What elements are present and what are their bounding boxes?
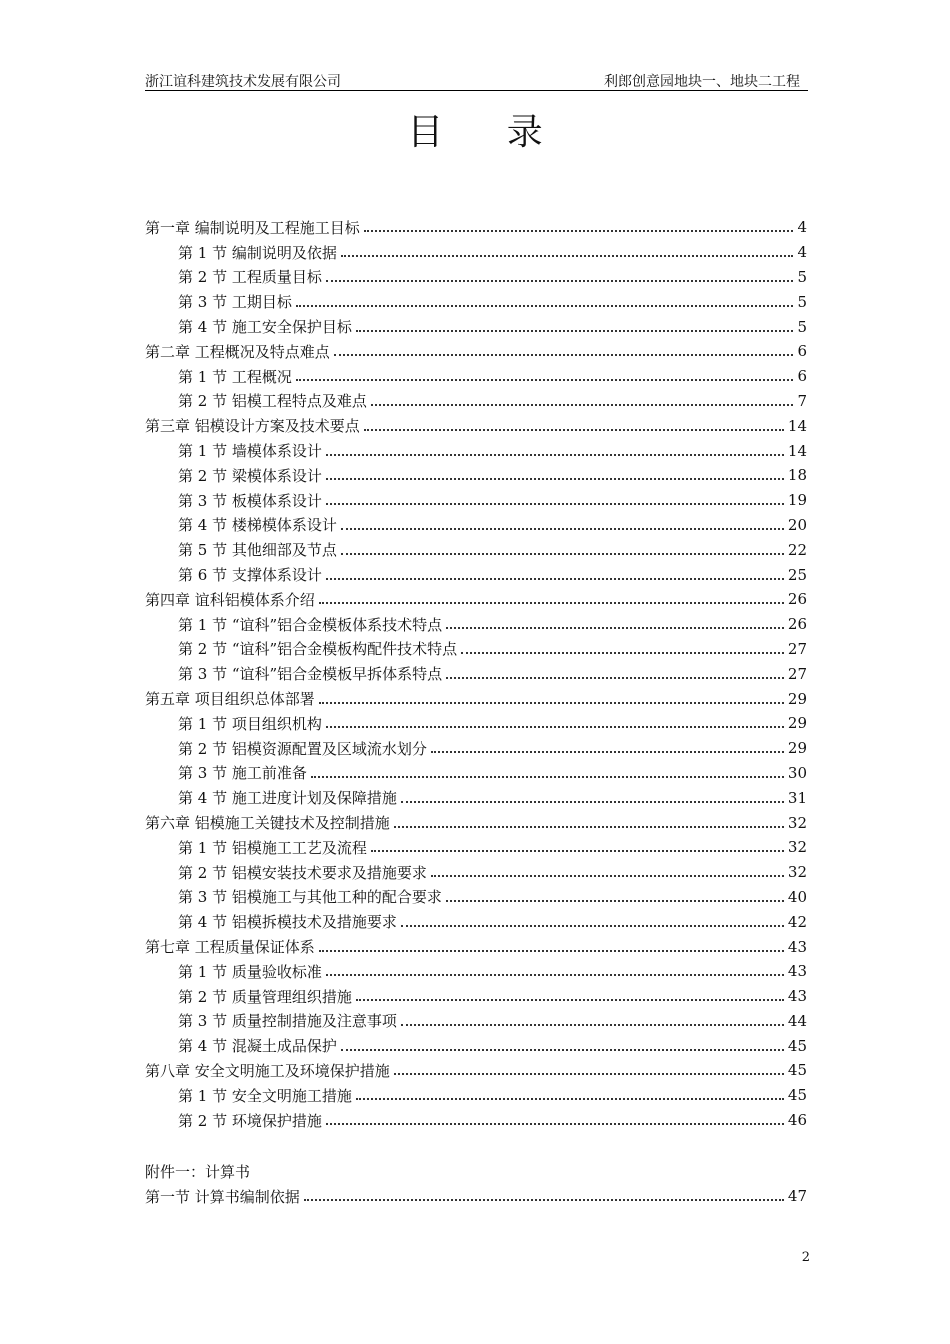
dot-leader (356, 999, 784, 1001)
toc-entry-page: 27 (787, 639, 807, 658)
toc-entry-section[interactable] (145, 984, 807, 1009)
dot-leader (319, 950, 784, 952)
dot-leader (326, 503, 784, 505)
toc-entry-page: 19 (787, 491, 807, 510)
toc-entry-section[interactable] (145, 637, 807, 662)
dot-leader (446, 627, 784, 629)
toc-entry-label: 第 5 节 其他细部及节点 (178, 541, 337, 560)
toc-entry-page: 40 (787, 887, 807, 906)
toc-entry-page: 26 (787, 590, 807, 609)
dot-leader (311, 776, 784, 778)
toc-entry-section[interactable] (145, 661, 807, 686)
toc-entry-label: 第 1 节 质量验收标准 (178, 962, 322, 981)
dot-leader (326, 280, 793, 282)
toc-entry-label: 第五章 项目组织总体部署 (145, 690, 315, 709)
toc-entry-page: 44 (787, 1011, 807, 1030)
toc-entry-page: 29 (787, 714, 807, 733)
toc-entry-label: 第 6 节 支撑体系设计 (178, 566, 322, 585)
dot-leader (341, 553, 784, 555)
dot-leader (401, 801, 784, 803)
toc-entry-section[interactable] (145, 364, 807, 389)
toc-entry-section[interactable] (145, 513, 807, 538)
page-header (145, 68, 808, 91)
toc-entry-section[interactable] (145, 909, 807, 934)
toc-entry-label: 第 4 节 施工进度计划及保障措施 (178, 789, 397, 808)
toc-entry-label: 第一节 计算书编制依据 (145, 1187, 300, 1206)
dot-leader (341, 1049, 784, 1051)
toc-entry-page: 32 (787, 813, 807, 832)
toc-entry-page: 5 (797, 267, 807, 286)
toc-entry-section[interactable] (145, 1083, 807, 1108)
toc-entry-label: 第 2 节 “谊科”铝合金模板构配件技术特点 (178, 640, 458, 659)
toc-entry-page: 43 (787, 987, 807, 1006)
toc-entry-page: 4 (797, 243, 807, 262)
dot-leader (304, 1199, 784, 1201)
toc-entry-label: 第 1 节 项目组织机构 (178, 714, 322, 733)
toc-entry-section[interactable] (145, 488, 807, 513)
toc-entry-label: 第四章 谊科铝模体系介绍 (145, 590, 315, 609)
toc-entry-label: 第 1 节 安全文明施工措施 (178, 1086, 352, 1105)
toc-entry-chapter[interactable] (145, 339, 807, 364)
toc-entry-section[interactable] (145, 860, 807, 885)
toc-entry-chapter[interactable] (145, 413, 807, 438)
toc-entry-section[interactable] (145, 389, 807, 414)
dot-leader (326, 974, 784, 976)
toc-entry-label: 第六章 铝模施工关键技术及控制措施 (145, 814, 390, 833)
toc-entry-page: 45 (787, 1086, 807, 1105)
toc-entry-chapter[interactable] (145, 587, 807, 612)
toc-entry-label: 第 1 节 墙模体系设计 (178, 442, 322, 461)
toc-entry-page: 27 (787, 664, 807, 683)
toc-entry-label: 第 1 节 铝模施工工艺及流程 (178, 838, 367, 857)
toc-entry-section[interactable] (145, 438, 807, 463)
toc-entry-label: 第 4 节 混凝土成品保护 (178, 1037, 337, 1056)
toc-entry-chapter[interactable] (145, 1184, 807, 1209)
toc-entry-section[interactable] (145, 240, 807, 265)
dot-leader (296, 305, 793, 307)
toc-entry-chapter[interactable] (145, 686, 807, 711)
toc-entry-page: 43 (787, 937, 807, 956)
toc-entry-label: 第 2 节 环境保护措施 (178, 1111, 322, 1130)
dot-leader (341, 528, 784, 530)
appendix-heading: 附件一：计算书 (145, 1162, 251, 1181)
dot-leader (326, 726, 784, 728)
toc-entry-page: 6 (797, 367, 807, 386)
toc-entry-page: 7 (797, 391, 807, 410)
toc-entry-page: 43 (787, 962, 807, 981)
toc-entry-section[interactable] (145, 835, 807, 860)
toc-entry-page: 18 (787, 466, 807, 485)
dot-leader (296, 379, 793, 381)
toc-entry-label: 第 4 节 楼梯模体系设计 (178, 516, 337, 535)
toc-entry-label: 第 2 节 铝模安装技术要求及措施要求 (178, 863, 427, 882)
toc-entry-section[interactable] (145, 1033, 807, 1058)
toc-entry-section[interactable] (145, 463, 807, 488)
toc-entry-page: 14 (787, 441, 807, 460)
toc-entry-label: 第二章 工程概况及特点难点 (145, 342, 330, 361)
dot-leader (461, 652, 784, 654)
toc-entry-section[interactable] (145, 265, 807, 290)
toc-entry-label: 第 3 节 板模体系设计 (178, 491, 322, 510)
dot-leader (394, 1073, 784, 1075)
toc-entry-page: 26 (787, 615, 807, 634)
toc-entry-label: 第 3 节 “谊科”铝合金模板早拆体系特点 (178, 665, 443, 684)
toc-entry-section[interactable] (145, 959, 807, 984)
toc-entry-section[interactable] (145, 736, 807, 761)
toc-entry-page: 29 (787, 689, 807, 708)
toc-entry-label: 第一章 编制说明及工程施工目标 (145, 218, 360, 237)
toc-entry-section[interactable] (145, 612, 807, 637)
toc-entry-page: 45 (787, 1036, 807, 1055)
toc-entry-label: 第 2 节 工程质量目标 (178, 268, 322, 287)
toc-entry-label: 第 4 节 施工安全保护目标 (178, 318, 352, 337)
toc-entry-chapter[interactable] (145, 215, 807, 240)
toc-entry-label: 第七章 工程质量保证体系 (145, 938, 315, 956)
dot-leader (446, 677, 784, 679)
toc-entry-chapter[interactable] (145, 934, 807, 959)
toc-entry-page: 6 (797, 342, 807, 361)
toc-entry-section[interactable] (145, 785, 807, 810)
toc-entry-page: 5 (797, 317, 807, 336)
dot-leader (401, 925, 784, 927)
toc-entry-page: 4 (797, 218, 807, 237)
toc-entry-page: 32 (787, 838, 807, 857)
toc-entry-label: 第 2 节 铝模资源配置及区域流水划分 (178, 739, 427, 758)
dot-leader (371, 850, 784, 852)
toc-entry-page: 20 (787, 515, 807, 534)
dot-leader (394, 826, 784, 828)
dot-leader (401, 1024, 784, 1026)
toc-entry-section[interactable] (145, 761, 807, 786)
dot-leader (326, 578, 784, 580)
toc-entry-page: 32 (787, 863, 807, 882)
toc-entry-section[interactable] (145, 289, 807, 314)
appendix-list (145, 1184, 807, 1209)
toc-entry-page: 46 (787, 1111, 807, 1130)
toc-entry-label: 第 3 节 工期目标 (178, 293, 292, 312)
toc-entry-section[interactable] (145, 1009, 807, 1034)
toc-entry-page: 31 (787, 788, 807, 807)
toc-entry-label: 第 1 节 工程概况 (178, 367, 292, 386)
dot-leader (364, 429, 784, 431)
toc-entry-chapter[interactable] (145, 810, 807, 835)
toc-entry-page: 5 (797, 292, 807, 311)
toc-entry-page: 47 (787, 1187, 807, 1206)
dot-leader (356, 330, 793, 332)
company-name: 浙江谊科建筑技术发展有限公司 (145, 74, 341, 90)
toc-entry-section[interactable] (145, 537, 807, 562)
toc-entry-label: 第 2 节 梁模体系设计 (178, 466, 322, 485)
toc-list (145, 215, 807, 1132)
dot-leader (431, 751, 784, 753)
dot-leader (446, 900, 784, 902)
toc-entry-chapter[interactable] (145, 1058, 807, 1083)
dot-leader (319, 602, 784, 604)
toc-entry-label: 第八章 安全文明施工及环境保护措施 (145, 1061, 390, 1080)
toc-entry-section[interactable] (145, 1108, 807, 1133)
toc-entry-section[interactable] (145, 562, 807, 587)
toc-entry-label: 第 3 节 质量控制措施及注意事项 (178, 1012, 397, 1031)
project-name: 利郎创意园地块一、地块二工程 (604, 74, 800, 90)
dot-leader (341, 255, 793, 257)
toc-entry-section[interactable] (145, 885, 807, 910)
dot-leader (371, 404, 793, 406)
dot-leader (334, 354, 793, 356)
toc-entry-label: 第 2 节 铝模工程特点及难点 (178, 392, 367, 411)
dot-leader (364, 230, 793, 232)
toc-entry-section[interactable] (145, 314, 807, 339)
toc-entry-label: 第 3 节 铝模施工与其他工种的配合要求 (178, 888, 442, 907)
toc-entry-label: 第 1 节 “谊科”铝合金模板体系技术特点 (178, 615, 443, 634)
toc-entry-label: 第 4 节 铝模拆模技术及措施要求 (178, 913, 397, 932)
toc-entry-page: 25 (787, 565, 807, 584)
dot-leader (431, 875, 784, 877)
dot-leader (356, 1098, 784, 1100)
page-title: 目 录 (407, 112, 569, 153)
toc-entry-section[interactable] (145, 711, 807, 736)
toc-entry-label: 第三章 铝模设计方案及技术要点 (145, 417, 360, 436)
page-number: 2 (801, 1250, 810, 1265)
appendix (145, 1158, 807, 1209)
toc-entry-label: 第 2 节 质量管理组织措施 (178, 987, 352, 1006)
dot-leader (326, 1123, 784, 1125)
toc-entry-page: 45 (787, 1061, 807, 1080)
dot-leader (326, 454, 784, 456)
toc-entry-page: 42 (787, 912, 807, 931)
dot-leader (326, 478, 784, 480)
toc-entry-label: 第 1 节 编制说明及依据 (178, 243, 337, 262)
toc-entry-page: 30 (787, 763, 807, 782)
dot-leader (319, 702, 784, 704)
toc-entry-page: 29 (787, 739, 807, 758)
toc-entry-page: 14 (787, 416, 807, 435)
toc-entry-page: 22 (787, 540, 807, 559)
toc-entry-label: 第 3 节 施工前准备 (178, 764, 307, 783)
